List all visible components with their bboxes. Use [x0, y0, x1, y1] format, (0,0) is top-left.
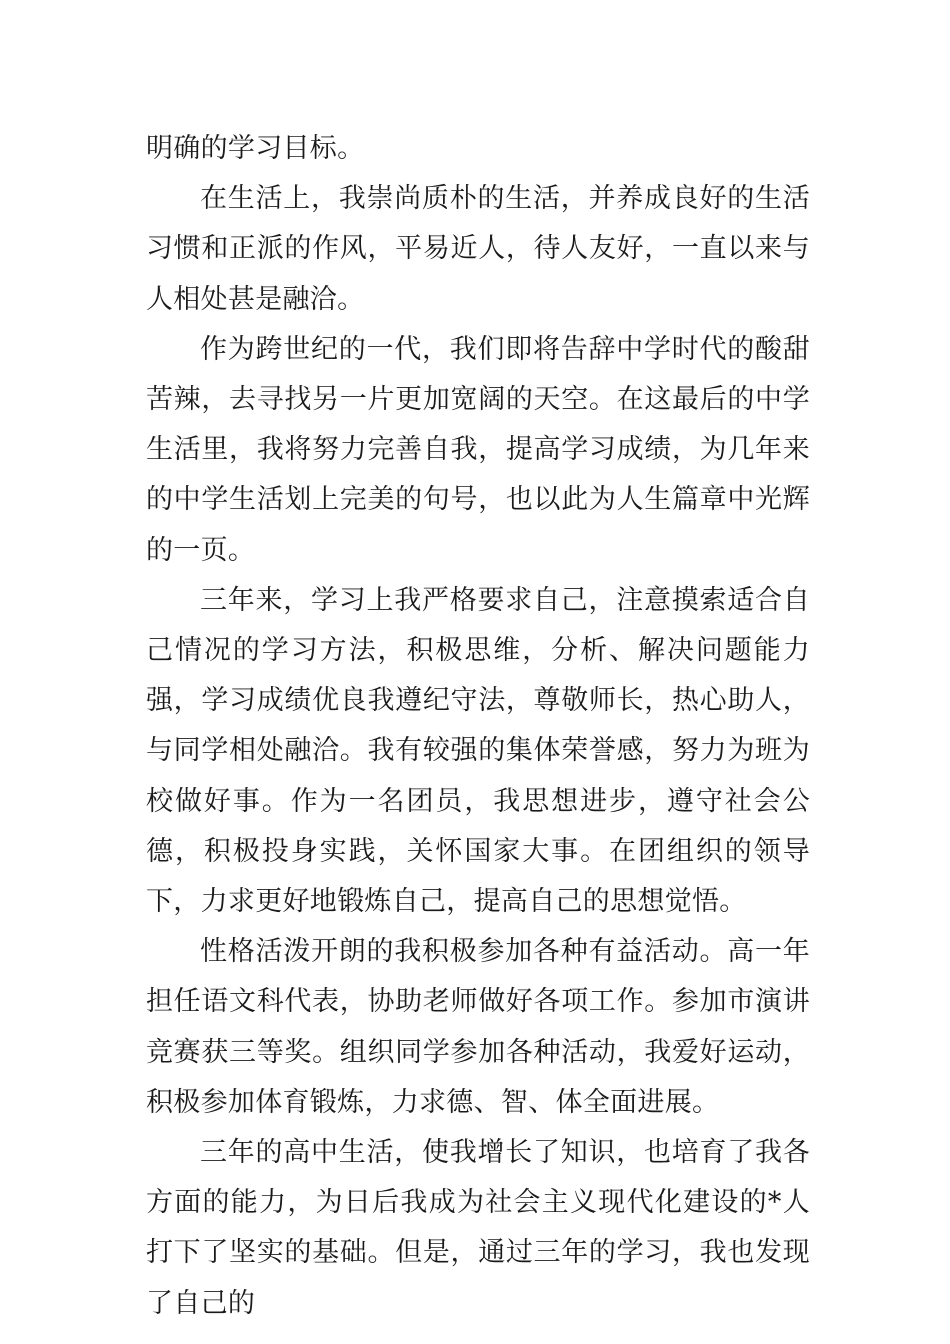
paragraph-1: 明确的学习目标。: [146, 133, 365, 164]
paragraph-5: 性格活泼开朗的我积极参加各种有益活动。高一年担任语文科代表，协助老师做好各项工作。参加市演讲竞赛获三等奖。组织同学参加各种活动，我爱好运动，积极参加体育锻炼，力求德、智、体全面进展。: [146, 936, 810, 1118]
paragraph-4: 三年来，学习上我严格要求自己，注意摸索适合自己情况的学习方法，积极思维，分析、解决问题能力强，学习成绩优良我遵纪守法，尊敬师长，热心助人，与同学相处融洽。我有较强的集体荣誉感，努力为班为校做好事。作为一名团员，我思想进步，遵守社会公德，积极投身实践，关怀国家大事。在团组织的领导下，力求更好地锻炼自己，提高自己的思想觉悟。: [146, 584, 810, 918]
paragraph-6: 三年的高中生活，使我增长了知识，也培育了我各方面的能力，为日后我成为社会主义现代化建设的*人打下了坚实的基础。但是，通过三年的学习，我也发现了自己的: [146, 1137, 810, 1319]
paragraph-2: 在生活上，我崇尚质朴的生活，并养成良好的生活习惯和正派的作风，平易近人，待人友好，一直以来与人相处甚是融洽。: [146, 183, 810, 315]
document-body: [146, 124, 810, 1329]
paragraph-3: 作为跨世纪的一代，我们即将告辞中学时代的酸甜苦辣，去寻找另一片更加宽阔的天空。在这最后的中学生活里，我将努力完善自我，提高学习成绩，为几年来的中学生活划上完美的句号，也以此为人生篇章中光辉的一页。: [146, 333, 810, 566]
